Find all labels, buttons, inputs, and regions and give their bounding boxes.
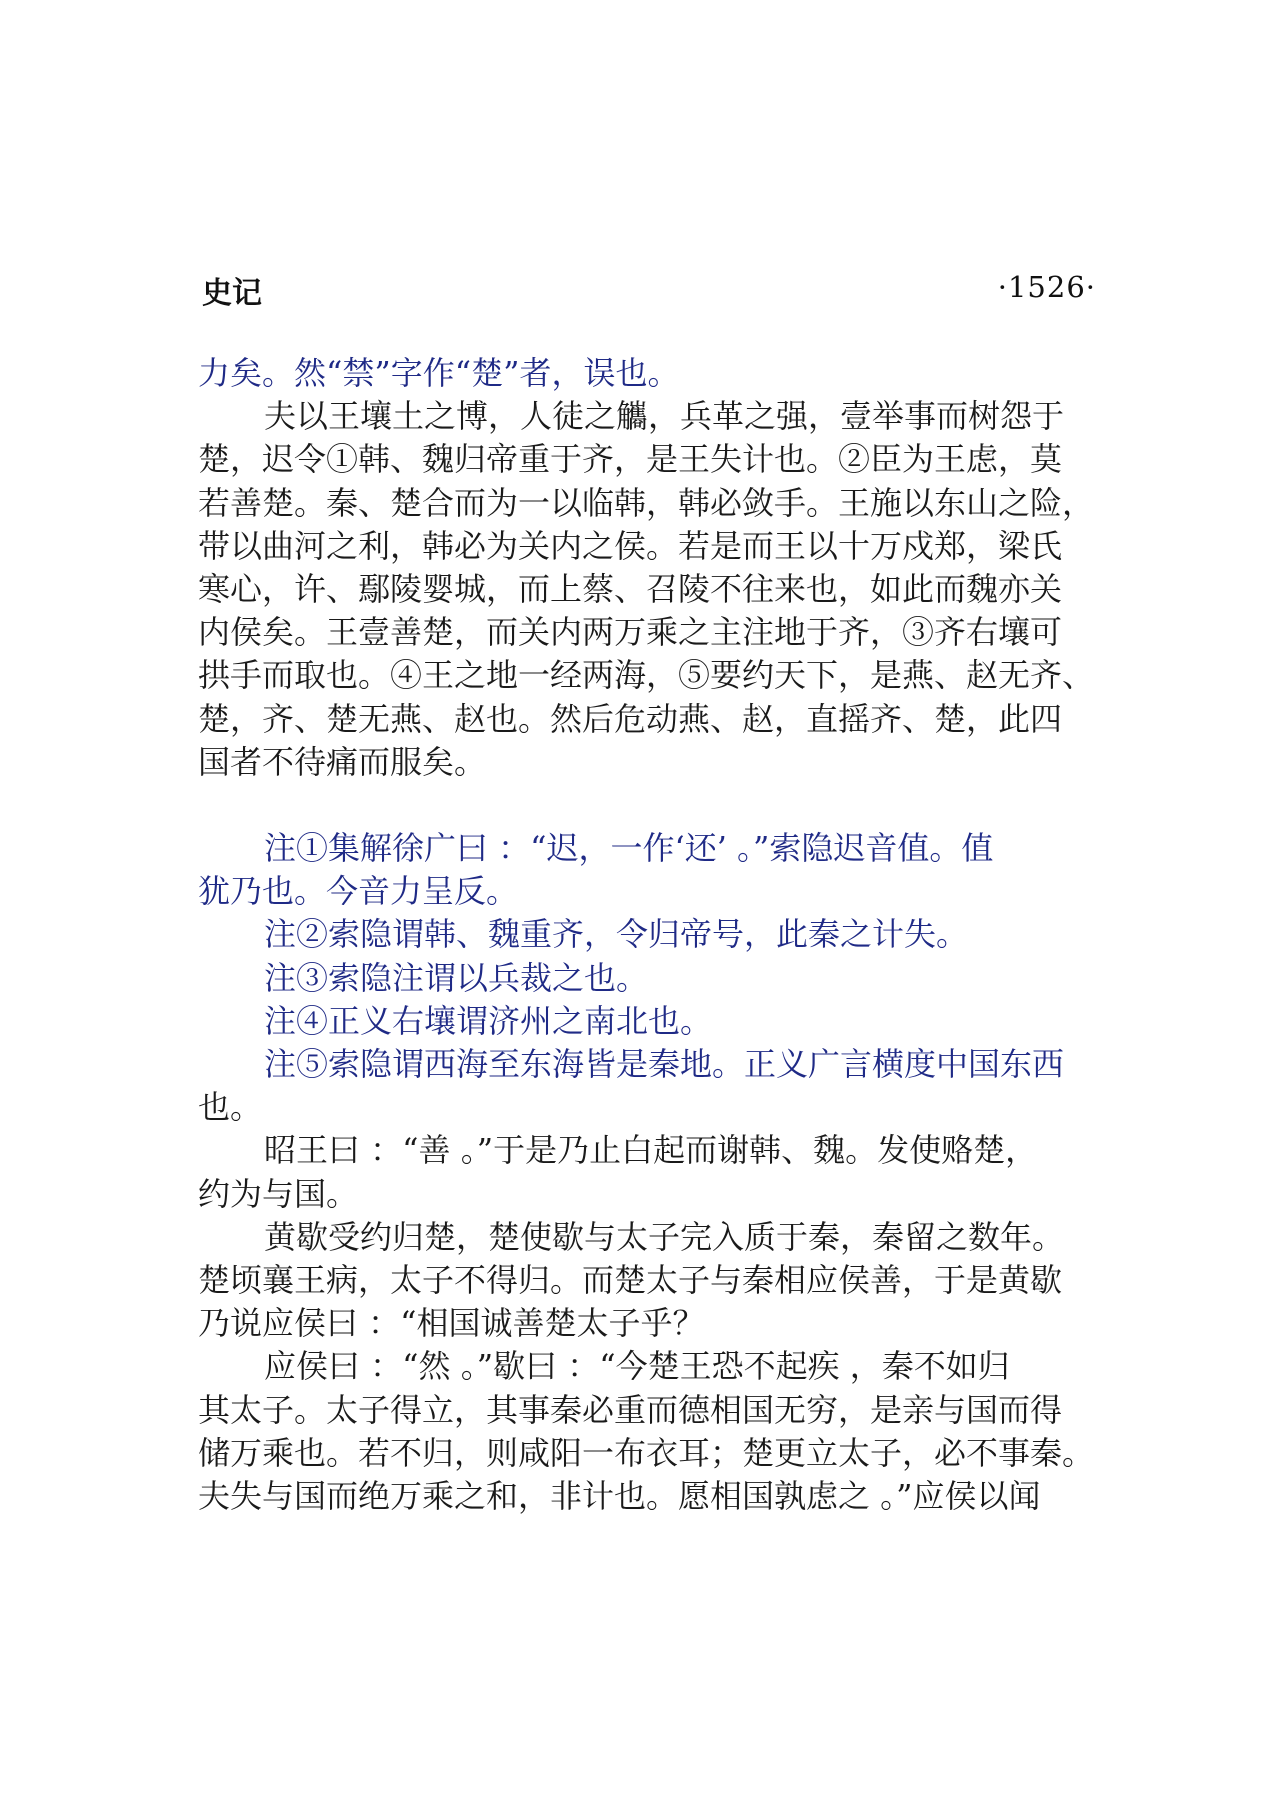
annotation-line: 注②索隐谓韩、魏重齐，令归帝号，此秦之计失。: [264, 915, 969, 954]
annotation-line: 注③索隐注谓以兵裁之也。: [264, 958, 649, 997]
text-line: 黄歇受约归楚，楚使歇与太子完入质于秦，秦留之数年。: [264, 1217, 1065, 1256]
text-line: 楚顷襄王病，太子不得归。而楚太子与秦相应侯善，于是黄歇: [198, 1260, 1063, 1299]
text-line: 也。: [198, 1088, 263, 1127]
text-line: 约为与国。: [198, 1174, 359, 1213]
text-line: 夫失与国而绝万乘之和，非计也。愿相国孰虑之 。”应侯以闻: [198, 1476, 1041, 1515]
text-line: 带以曲河之利，韩必为关内之侯。若是而王以十万戍郑，梁氏: [198, 526, 1063, 565]
text-line: 拱手而取也。④王之地一经两海，⑤要约天下，是燕、赵无齐、: [198, 656, 1095, 695]
annotation-line: 犹乃也。今音力呈反。: [198, 872, 519, 911]
text-line: 昭王曰 ：“善 。”于是乃止白起而谢韩、魏。发使赂楚，: [264, 1131, 1038, 1170]
text-line: 国者不待痛而服矣。: [198, 742, 487, 781]
text-line: 其太子。太子得立，其事秦必重而德相国无穷，是亲与国而得: [198, 1390, 1063, 1429]
text-line: 若善楚。秦、楚合而为一以临韩，韩必敛手。王施以东山之险，: [198, 483, 1095, 522]
page-number: ·1526·: [997, 270, 1096, 304]
page-header: [202, 268, 1096, 311]
annotation-line: 力矣。然“禁”字作“楚”者，误也。: [198, 354, 680, 392]
annotation-line: 注④正义右壤谓济州之南北也。: [264, 1001, 713, 1040]
body-text: [198, 352, 1108, 1518]
annotation-line: 注①集解徐广曰 ：“迟，一作‘还’ 。”索隐迟音值。值: [264, 829, 994, 868]
text-line: 乃说应侯曰 ：“相国诚善楚太子乎？: [198, 1304, 705, 1343]
annotation-line: 注⑤索隐谓西海至东海皆是秦地。正义广言横度中国东西: [264, 1045, 1065, 1083]
paragraph-gap: [198, 784, 1108, 827]
text-line: 夫以王壤土之博，人徒之觿，兵革之强，壹举事而树怨于: [264, 397, 1065, 436]
book-title: 史记: [202, 276, 262, 311]
text-line: 楚，迟令①韩、魏归帝重于齐，是王失计也。②臣为王虑，莫: [198, 440, 1063, 479]
text-line: 应侯曰 ：“然 。”歇曰 ：“今楚王恐不起疾 ，秦不如归: [264, 1347, 1010, 1386]
text-line: 寒心，许、鄢陵婴城，而上蔡、召陵不往来也，如此而魏亦关: [198, 569, 1063, 608]
text-line: 内侯矣。王壹善楚，而关内两万乘之主注地于齐，③齐右壤可: [198, 613, 1063, 652]
text-line: 储万乘也。若不归，则咸阳一布衣耳；楚更立太子，必不事秦。: [198, 1433, 1095, 1472]
text-line: 楚，齐、楚无燕、赵也。然后危动燕、赵，直摇齐、楚，此四: [198, 699, 1063, 738]
